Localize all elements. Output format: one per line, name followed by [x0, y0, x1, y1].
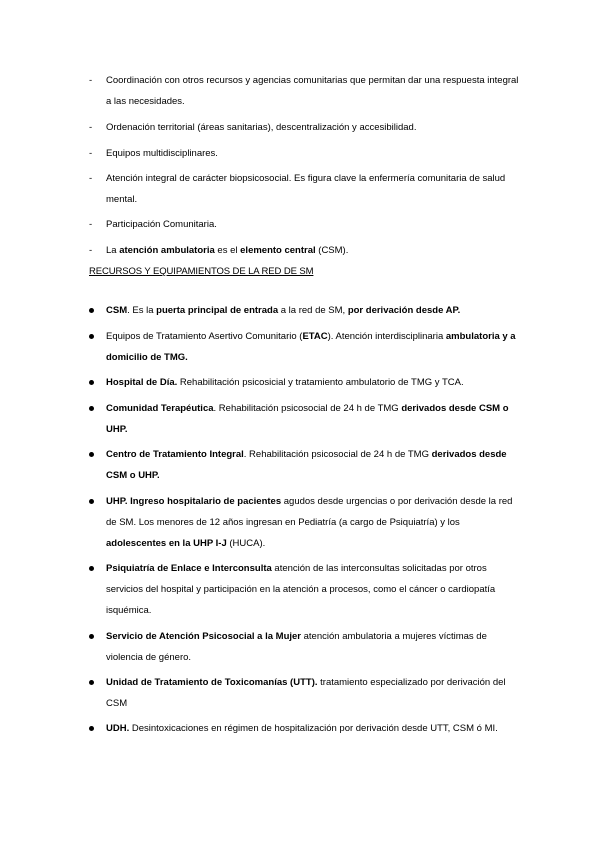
bullet-dot — [89, 380, 94, 385]
dash-marker: - — [89, 219, 93, 230]
bullet-item-text: UDH. Desintoxicaciones en régimen de hospitalización por derivación desde UTT, CSM ó MI. — [106, 723, 498, 734]
dash-item-text: Ordenación territorial (áreas sanitarias), descentralización y accesibilidad. — [106, 122, 417, 133]
dash-marker: - — [89, 148, 93, 159]
bold-text: atención ambulatoria — [119, 245, 215, 256]
bullet-item-text: Equipos de Tratamiento Asertivo Comunitario (ETAC). Atención interdisciplinaria ambulatoria y a domicilio de TMG. — [106, 331, 516, 363]
bullet-dot — [89, 499, 94, 504]
bullet-dot — [89, 566, 94, 571]
dash-item-text: La atención ambulatoria es el elemento central (CSM). — [106, 245, 349, 256]
bullet-item-text: Servicio de Atención Psicosocial a la Mujer atención ambulatoria a mujeres víctimas de violencia de género. — [106, 631, 487, 663]
dash-marker: - — [89, 122, 93, 133]
bullet-dot — [89, 308, 94, 313]
bullet-dot — [89, 680, 94, 685]
bullet-dot — [89, 334, 94, 339]
bullet-item-text: CSM. Es la puerta principal de entrada a la red de SM, por derivación desde AP. — [106, 305, 461, 316]
bullet-dot — [89, 452, 94, 457]
bullet-item-text: Centro de Tratamiento Integral. Rehabilitación psicosocial de 24 h de TMG derivados desde CSM o UHP. — [106, 449, 507, 481]
dash-item-text: Coordinación con otros recursos y agencias comunitarias que permitan dar una respuesta integral a las necesidades. — [106, 75, 519, 107]
bullet-dot — [89, 406, 94, 411]
bullet-item-text: UHP. Ingreso hospitalario de pacientes agudos desde urgencias o por derivación desde la red de SM. Los menores de 12 años ingresan en Pediatría (a cargo de Psiquiatría) y los adolescentes en la UHP I-J (HUCA). — [106, 496, 513, 549]
dash-item-text: Atención integral de carácter biopsicosocial. Es figura clave la enfermería comunitaria de salud mental. — [106, 173, 506, 205]
dash-marker: - — [89, 75, 93, 86]
bullet-item-text: Hospital de Día. Rehabilitación psicosicial y tratamiento ambulatorio de TMG y TCA. — [106, 377, 464, 388]
bold-text: elemento central — [240, 245, 316, 256]
dash-marker: - — [89, 173, 93, 184]
bullet-dot — [89, 634, 94, 639]
dash-item-text: Equipos multidisciplinares. — [106, 148, 218, 159]
dash-item-text: Participación Comunitaria. — [106, 219, 217, 230]
bullet-item-text: Psiquiatría de Enlace e Interconsulta atención de las interconsultas solicitadas por otros servicios del hospital y participación en la atención a procesos, como el cáncer o cardiopatía isquémica. — [106, 563, 496, 616]
section-heading: RECURSOS Y EQUIPAMIENTOS DE LA RED DE SM — [89, 266, 314, 277]
bullet-dot — [89, 726, 94, 731]
dash-marker: - — [89, 245, 93, 256]
bullet-item-text: Unidad de Tratamiento de Toxicomanías (UTT). tratamiento especializado por derivación del CSM — [106, 677, 506, 709]
bullet-item-text: Comunidad Terapéutica. Rehabilitación psicosocial de 24 h de TMG derivados desde CSM o UHP. — [106, 403, 509, 435]
